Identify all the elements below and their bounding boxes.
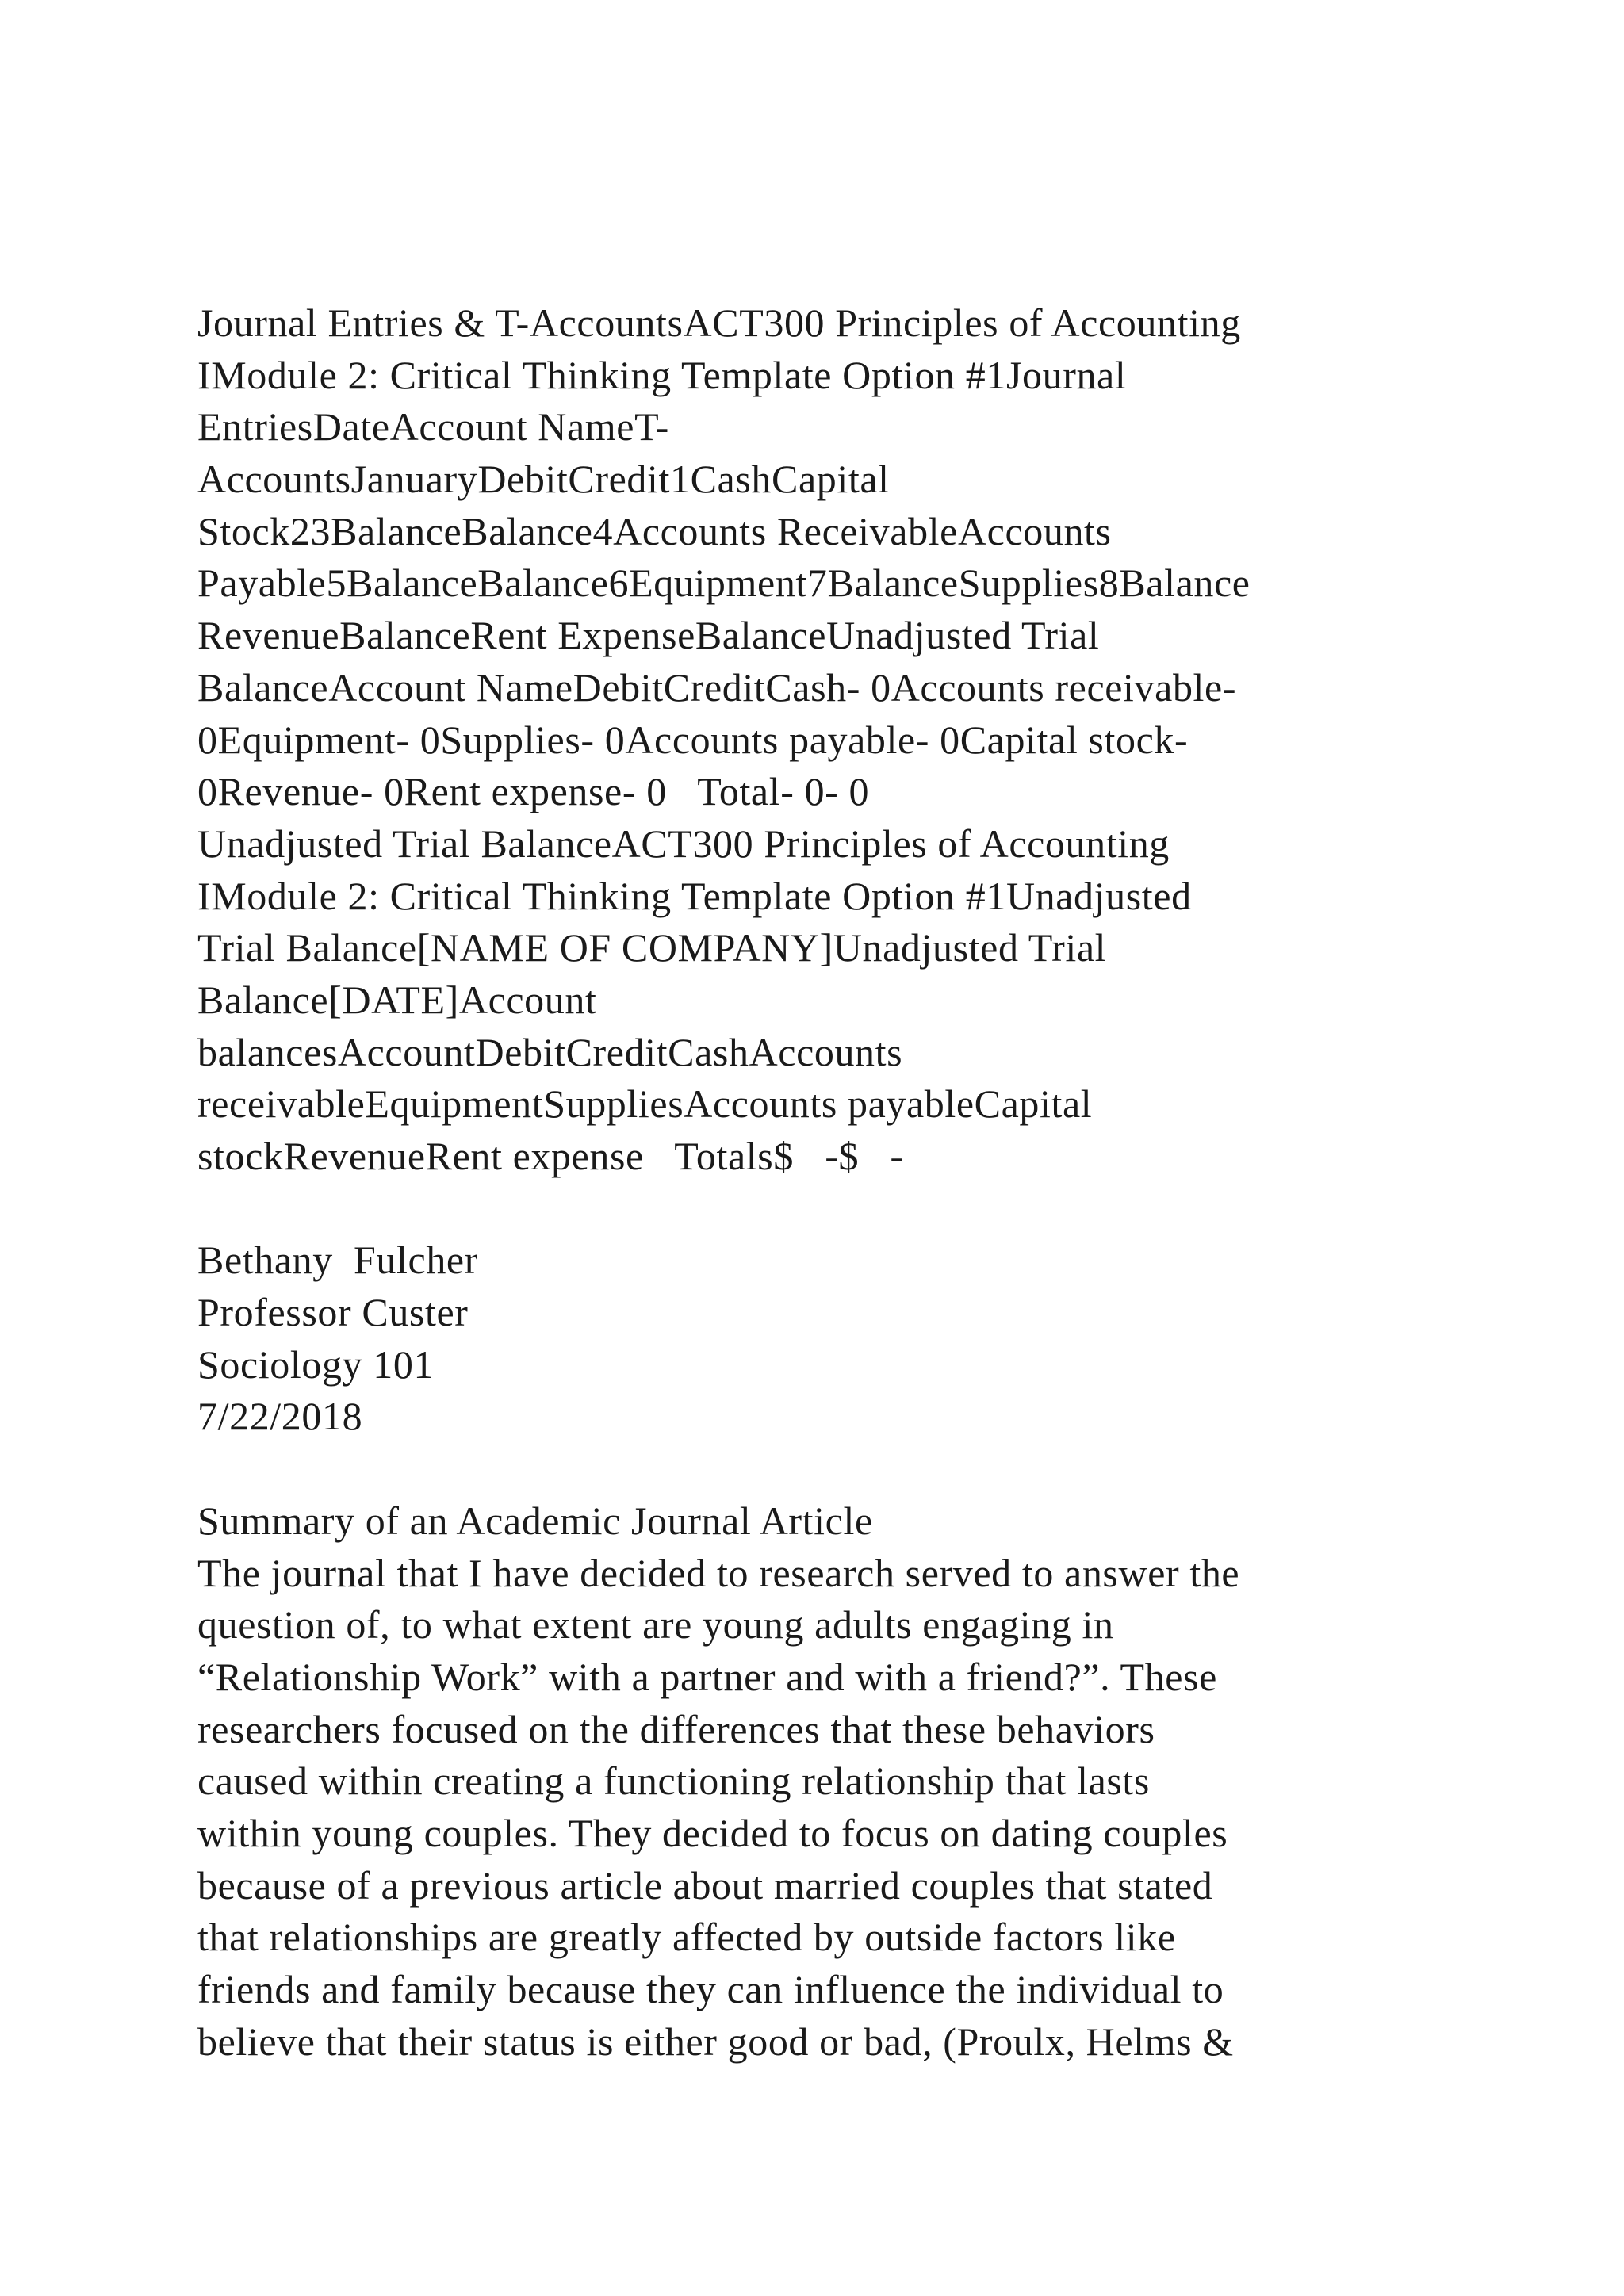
template-line: stockRevenueRent expense Totals$ -$ - bbox=[197, 1134, 904, 1178]
essay-date: 7/22/2018 bbox=[197, 1394, 363, 1439]
document-text bbox=[197, 297, 1498, 2068]
essay-title: Summary of an Academic Journal Article bbox=[197, 1498, 873, 1543]
course-name: Sociology 101 bbox=[197, 1341, 435, 1387]
essay-header bbox=[197, 1234, 1498, 1443]
professor-name: Professor Custer bbox=[197, 1290, 469, 1335]
template-line: RevenueBalanceRent ExpenseBalanceUnadjusted Trial bbox=[197, 613, 1100, 658]
template-line: Payable5BalanceBalance6Equipment7BalanceSupplies8Balance bbox=[197, 561, 1251, 606]
body-line: researchers focused on the differences that these behaviors bbox=[197, 1706, 1155, 1751]
author-name: Bethany Fulcher bbox=[197, 1238, 478, 1283]
body-line: that relationships are greatly affected by outside factors like bbox=[197, 1915, 1176, 1960]
template-line: receivableEquipmentSuppliesAccounts payableCapital bbox=[197, 1081, 1093, 1127]
template-line: Trial Balance[NAME OF COMPANY]Unadjusted Trial bbox=[197, 925, 1107, 970]
body-line: within young couples. They decided to focus on dating couples bbox=[197, 1810, 1228, 1855]
body-line: because of a previous article about married couples that stated bbox=[197, 1862, 1213, 1908]
essay-body bbox=[197, 1548, 1498, 2068]
template-line: balancesAccountDebitCreditCashAccounts bbox=[197, 1029, 903, 1074]
body-line: question of, to what extent are young adults engaging in bbox=[197, 1602, 1114, 1647]
template-line: EntriesDateAccount NameT- bbox=[197, 404, 669, 450]
template-line: IModule 2: Critical Thinking Template Option #1Unadjusted bbox=[197, 873, 1192, 918]
template-line: BalanceAccount NameDebitCreditCash- 0Accounts receivable- bbox=[197, 664, 1237, 710]
template-line: Unadjusted Trial BalanceACT300 Principles of Accounting bbox=[197, 821, 1170, 866]
template-line: 0Equipment- 0Supplies- 0Accounts payable- 0Capital stock- bbox=[197, 717, 1189, 762]
template-section bbox=[197, 297, 1498, 1183]
body-line: The journal that I have decided to research served to answer the bbox=[197, 1550, 1240, 1595]
template-line: IModule 2: Critical Thinking Template Option #1Journal bbox=[197, 352, 1127, 397]
blank-line bbox=[197, 1443, 1498, 1495]
template-line: Balance[DATE]Account bbox=[197, 977, 597, 1022]
body-line: caused within creating a functioning relationship that lasts bbox=[197, 1758, 1150, 1804]
template-line: 0Revenue- 0Rent expense- 0 Total- 0- 0 bbox=[197, 769, 870, 814]
body-line: believe that their status is either good or bad, (Proulx, Helms & bbox=[197, 2019, 1234, 2064]
body-line: friends and family because they can influence the individual to bbox=[197, 1967, 1224, 2011]
template-line: Journal Entries & T-AccountsACT300 Principles of Accounting bbox=[197, 300, 1241, 345]
blank-line bbox=[197, 1183, 1498, 1235]
template-line: Stock23BalanceBalance4Accounts ReceivableAccounts bbox=[197, 508, 1112, 553]
body-line: “Relationship Work” with a partner and with a friend?”. These bbox=[197, 1654, 1217, 1699]
template-line: AccountsJanuaryDebitCredit1CashCapital bbox=[197, 457, 890, 502]
